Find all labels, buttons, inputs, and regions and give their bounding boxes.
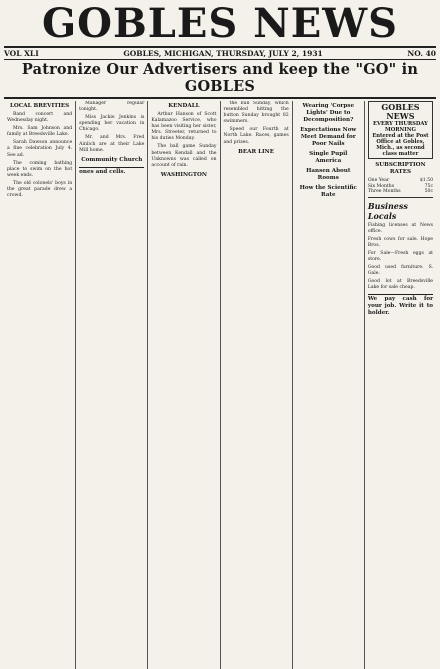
washington-heading: WASHINGTON bbox=[160, 171, 208, 178]
article-paragraph: Sarah Dawson announce a fine celebration July 4. See ad. bbox=[7, 140, 73, 158]
column-2 bbox=[76, 101, 148, 669]
article-paragraph: Miss Jackie Jenkins is spending her vacation in Chicago. bbox=[79, 115, 145, 133]
column-footer: We pay cash for your job. Write it to holder. bbox=[367, 296, 434, 317]
article-paragraph: The ball game Sunday between Kendall and the Unknowns was called on account of rain. bbox=[151, 144, 217, 168]
subscription-heading: SUBSCRIPTION RATES bbox=[375, 162, 426, 175]
publisher-title: GOBLES NEWS bbox=[381, 102, 420, 121]
article-paragraph: The old colonels' boys in the great parade drew a crowd. bbox=[7, 180, 73, 199]
corpse-lights-heading: Wearing 'Corpse Lights' Due to Decomposition? bbox=[302, 103, 354, 123]
issue-number: NO. 40 bbox=[407, 49, 436, 58]
columns bbox=[4, 101, 436, 669]
column-6 bbox=[365, 101, 436, 669]
dateline bbox=[4, 46, 436, 60]
business-locals-heading: Business Locals bbox=[367, 200, 408, 221]
subscription-row: Six Months 75c bbox=[367, 183, 434, 189]
community-church-heading: Community Church bbox=[81, 156, 143, 163]
column-3 bbox=[148, 101, 220, 669]
business-item: Fresh cows for sale. Hope Bros. bbox=[367, 236, 434, 248]
business-item: Fishing licenses at News office. bbox=[367, 222, 434, 234]
publisher-box bbox=[368, 101, 433, 159]
business-item: For Sale—Fresh eggs at store. bbox=[367, 250, 434, 262]
scientific-rate-heading: How the Scientific Rate bbox=[299, 185, 357, 198]
volume-label: VOL XLI bbox=[4, 49, 39, 58]
masthead: GOBLES NEWS bbox=[41, 0, 399, 47]
banner-slogan: Patronize Our Advertisers and keep the "GO" in GOBLES bbox=[4, 60, 436, 99]
date-label: GOBLES, MICHIGAN, THURSDAY, JULY 2, 1931 bbox=[123, 49, 323, 58]
divider bbox=[368, 197, 433, 198]
local-brevities-heading: LOCAL BREVITIES bbox=[10, 103, 70, 109]
column-4 bbox=[221, 101, 293, 669]
column-1 bbox=[4, 101, 76, 669]
publisher-line-2: Entered at the Post Office at Gobles, Mich., as second class matter bbox=[372, 133, 429, 157]
subscription-table bbox=[368, 178, 433, 195]
column-footer: ones and cells. bbox=[79, 167, 144, 176]
single-pupil-heading: Single Pupil America bbox=[309, 151, 348, 164]
column-5 bbox=[293, 101, 365, 669]
article-paragraph: Mr. and Mrs. Fred Ainlich are at their Lake Mill home. bbox=[79, 135, 145, 153]
business-item: Good lot at Breedsville Lake for sale cheap. bbox=[367, 279, 434, 291]
article-paragraph: Speed our Fourth at North Lake. Races, games and prizes. bbox=[223, 127, 289, 145]
article-paragraph: Arthur Hanson of Scott Kalamazoo Service, who has been visiting her sister, Mrs. Streeter, returned to his duties Monday. bbox=[151, 112, 217, 142]
business-item: Good used furniture. S. Gale. bbox=[367, 265, 434, 277]
article-paragraph: Band concert and Wednesday night. bbox=[7, 112, 73, 124]
subscription-row: Three Months 50c bbox=[367, 189, 434, 194]
article-paragraph: Manager regular tonight. bbox=[79, 101, 145, 113]
kendall-heading: KENDALL bbox=[168, 103, 200, 109]
article-paragraph: the bull Sunday, which resembled hitting the button Sunday brought 82 swimmers. bbox=[223, 101, 289, 125]
article-paragraph: The coming bathing place to swim on the hot week ends. bbox=[7, 160, 73, 178]
bear-line-heading: BEAR LINE bbox=[238, 148, 275, 155]
expectations-heading: Expectations Now Meet Demand for Poor Nails bbox=[300, 127, 357, 147]
publisher-line-1: EVERY THURSDAY MORNING bbox=[372, 121, 428, 133]
article-paragraph: Mrs. Sam Johnson and family at Breedsville Lake. bbox=[7, 126, 73, 138]
subscription-row: One Year $1.50 bbox=[367, 178, 434, 183]
hansen-heading: Hansen About Rooms bbox=[306, 168, 351, 181]
